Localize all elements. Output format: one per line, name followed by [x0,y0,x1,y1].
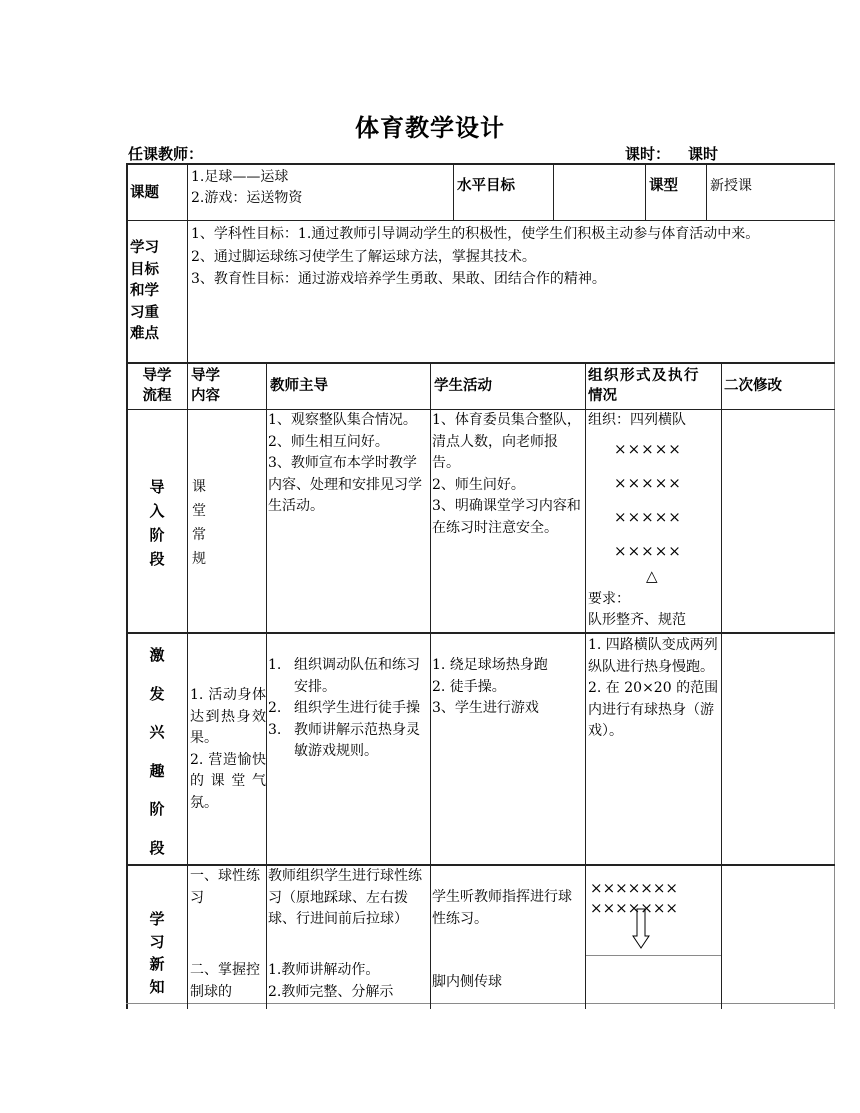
stage-char: 发 [149,684,165,703]
req-label: 要求： [588,591,630,607]
stage1-content [192,475,206,571]
stage3-student-b: 脚内侧传球 [432,974,502,990]
goals-label-line: 和学 [130,283,159,299]
req-value: 队形整齐、规范 [588,612,686,628]
stage-char: 入 [149,502,165,520]
header-org-line: 组织形式及执行 [588,368,700,384]
formation-row: ××××× [614,508,682,526]
goals-label-line: 学习 [130,240,159,256]
step-num: 3. [268,721,282,738]
student-step: 1、体育委员集合整队，清点人数，向老师报告。 [432,412,581,471]
teacher-step [268,720,430,763]
header-teacher: 教师主导 [270,378,328,394]
teacher-step [268,655,430,698]
step-text: 组织学生进行徒手操 [294,700,420,716]
stage1-student [432,410,585,539]
stage3-content-b: 二、掌握控制球的 [190,962,260,1000]
formation-row: ××××× [614,542,682,560]
stage-char: 学 [149,910,165,928]
content-char: 课 [192,479,206,495]
stage-char: 段 [149,838,165,857]
stage-char: 阶 [149,526,165,544]
header-content-line: 内容 [191,388,220,404]
goals-label-line: 习重 [130,304,159,321]
period-unit: 课时 [688,145,719,163]
stage3-teacher-b [268,960,430,1003]
level-label: 水平目标 [457,178,515,194]
stage3-student-a: 学生听教师指挥进行球性练习。 [432,889,572,927]
student-step: 2、师生问好。 [432,476,525,493]
header-content-line: 导学 [191,368,220,384]
stage-char: 段 [149,550,165,568]
stage3-name [129,908,185,998]
goal-line: 1、学科性目标：1.通过教师引导调动学生的积极性，使学生们积极主动参与体育活动中来。 [191,226,760,242]
stage3-teacher-a: 教师组织学生进行球性练习（原地踩球、左右拨球、行进间前后拉球） [268,868,422,927]
lesson-label: 课题 [130,185,159,201]
stage-char: 激 [149,646,165,664]
student-step: 3、明确课堂学习内容和在练习时注意安全。 [432,498,581,536]
goals-label-line: 难点 [130,326,159,342]
stage1-name [129,475,185,571]
header-flow [128,366,186,406]
stage1-teacher [268,410,430,518]
stage2-content [190,685,266,814]
formation-row: ××××××× [590,899,678,917]
step-num: 2. [268,700,282,716]
student-step: 3、学生进行游戏 [432,700,539,716]
content-char: 规 [192,551,206,567]
stage2-org [588,635,722,743]
teacher-step: 2.教师完整、分解示 [268,983,394,1000]
teacher-step: 3、教师宣布本学时教学内容、处理和安排见习学生活动。 [268,455,422,514]
stage-char: 兴 [149,723,165,741]
lesson-item: 1.足球——运球 [191,169,289,185]
stage-char: 新 [149,955,165,973]
formation-row: ××××××× [590,879,678,897]
header-content [191,366,220,406]
content-item: 1. 活动身体达到热身效果。 [190,687,266,746]
content-item: 2. 营造愉快的课堂气氛。 [190,751,266,811]
stage2-teacher [268,655,430,763]
stage-char: 习 [149,932,165,951]
formation-row: ××××× [614,474,682,492]
stage-char: 导 [149,478,165,496]
formation-row: ××××× [614,440,682,458]
header-flow-line: 导学 [142,368,172,384]
stage2-student [432,655,585,720]
header-org-line: 情况 [588,388,617,404]
header-org [588,366,720,406]
teacher-step: 2、师生相互问好。 [268,433,389,450]
type-value: 新授课 [710,178,752,194]
student-step: 1. 绕足球场热身跑 [432,657,548,673]
teacher-label: 任课教师： [128,145,204,163]
goals-label-line: 目标 [130,261,159,278]
teacher-step: 1、观察整队集合情况。 [268,412,417,428]
goal-line: 3、教育性目标：通过游戏培养学生勇敢、果敢、团结合作的精神。 [191,271,606,287]
student-step: 2. 徒手操。 [432,678,506,695]
goals-label [130,238,159,346]
lesson-item: 2.游戏：运送物资 [191,190,303,206]
stage-char: 趣 [149,761,165,780]
header-revise: 二次修改 [724,378,782,394]
type-label: 课型 [649,178,678,194]
org-title: 组织：四列横队 [588,412,686,428]
header-flow-line: 流程 [142,388,172,404]
step-text: 组织调动队伍和练习安排。 [294,657,420,695]
step-text: 教师讲解示范热身灵敏游戏规则。 [294,721,420,759]
stage-char: 阶 [149,800,165,818]
org-item: 1. 四路横队变成两列纵队进行热身慢跑。 [588,637,718,675]
teacher-step [268,698,430,720]
goals-text [191,223,833,291]
page-title: 体育教学设计 [355,114,505,142]
content-char: 堂 [192,503,206,519]
teacher-mark-icon: △ [646,567,659,585]
stage-char: 知 [149,977,165,996]
goal-line: 2、通过脚运球练习使学生了解运球方法，掌握其技术。 [191,248,536,265]
org-item: 2. 在 20×20 的范围内进行有球热身（游戏）。 [588,680,719,739]
arrow-down-icon [632,908,650,950]
stage2-name [129,636,185,867]
stage3-content-a: 一、球性练习 [190,868,260,906]
period-label: 课时： [625,145,671,163]
step-num: 1. [268,657,282,673]
teacher-step: 1.教师讲解动作。 [268,962,380,978]
content-char: 常 [192,527,206,543]
header-student: 学生活动 [434,378,492,394]
